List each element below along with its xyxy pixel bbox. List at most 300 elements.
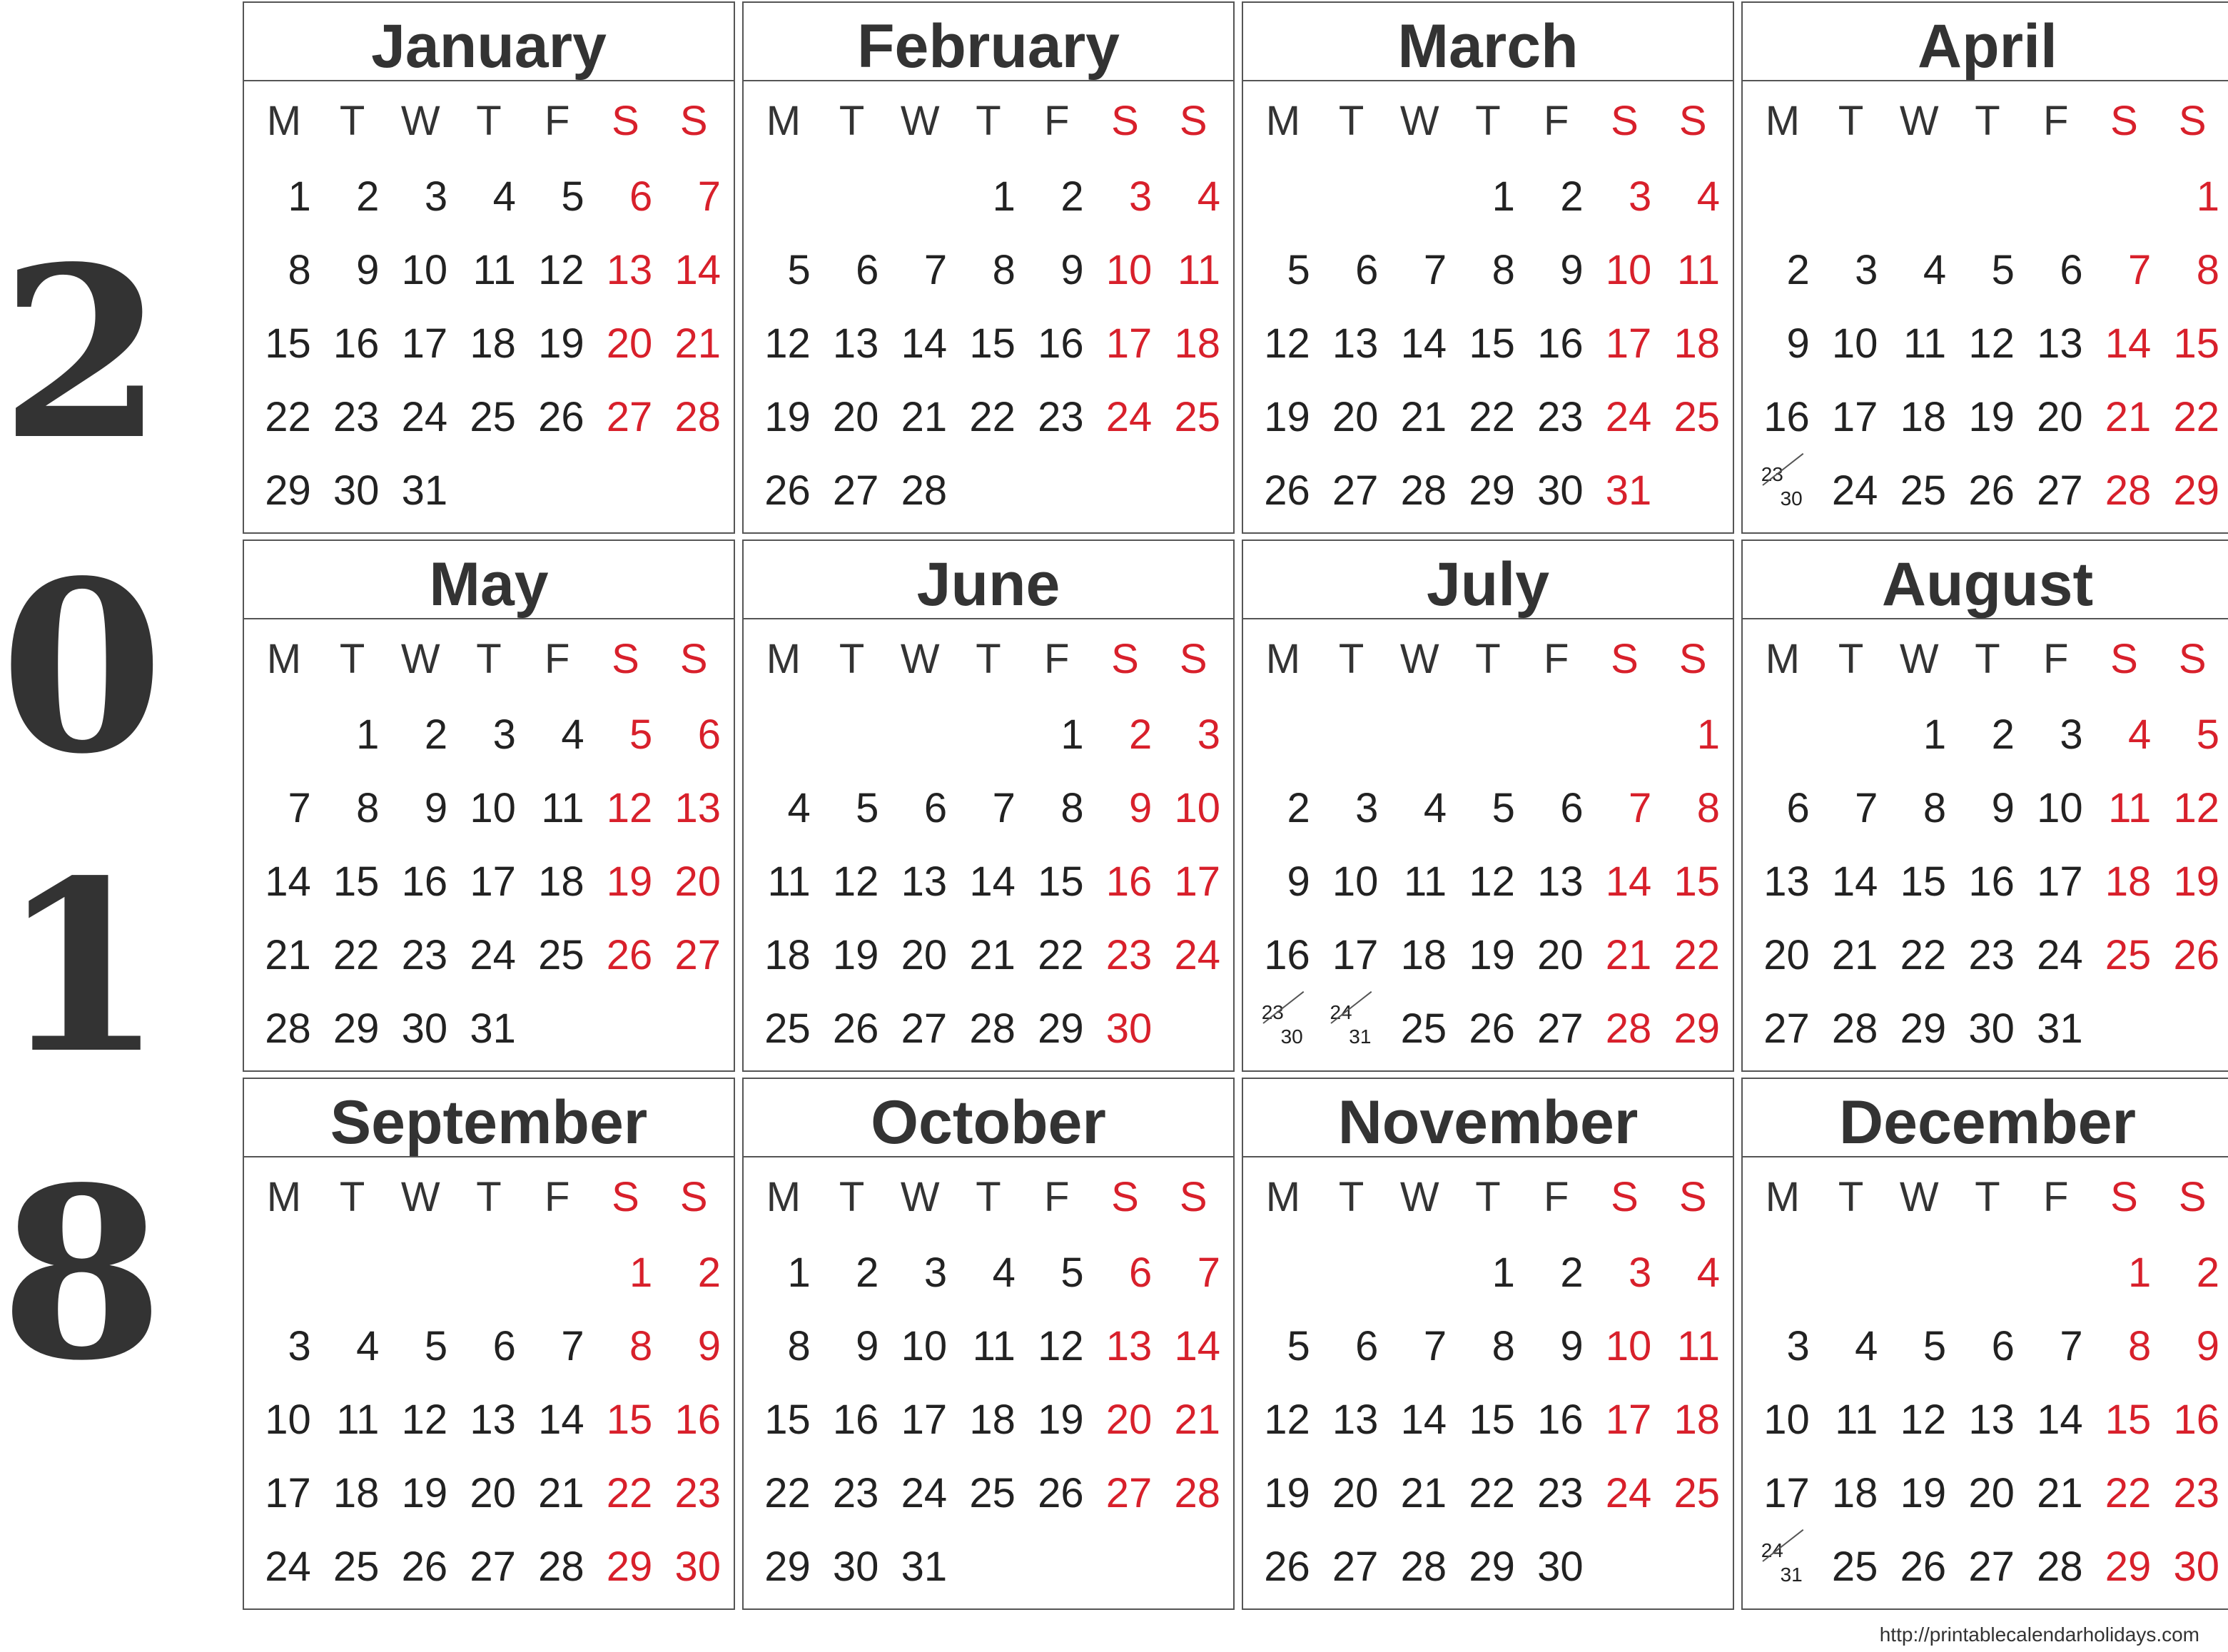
week-row [1748, 1309, 2227, 1383]
month-august [1741, 539, 2228, 1072]
day-cell: 18 [1673, 320, 1721, 367]
day-cell: 13 [1332, 1397, 1379, 1443]
day-cell: 28 [2105, 467, 2152, 514]
week-row [1249, 845, 1727, 918]
day-cell: 6 [697, 711, 721, 758]
day-cell: 13 [1763, 858, 1810, 905]
day-cell: 1 [629, 1250, 653, 1296]
week-row [749, 918, 1227, 992]
weekday-label: T [976, 1173, 1001, 1220]
day-cell: 31 [401, 467, 448, 514]
day-cell: 7 [1855, 785, 1878, 831]
day-cell: 9 [1786, 320, 1810, 367]
day-cell: 9 [1287, 858, 1310, 905]
weekday-label: T [976, 635, 1001, 682]
day-cell: 15 [764, 1397, 811, 1443]
day-cell: 6 [1355, 1323, 1379, 1369]
year-digit: 2 [0, 215, 164, 492]
day-cell: 10 [1605, 1323, 1652, 1369]
day-cell: 19 [401, 1470, 448, 1516]
week-row [749, 698, 1227, 771]
day-cell: 23 [1968, 932, 2015, 978]
week-row [250, 160, 728, 233]
day-cell: 17 [401, 320, 448, 367]
week-row [250, 918, 728, 992]
day-cell: 12 [401, 1397, 448, 1443]
day-cell: 20 [1105, 1397, 1153, 1443]
day-cell: 8 [629, 1323, 653, 1369]
day-cell: 23 [1537, 394, 1584, 440]
year-digit: 8 [0, 1135, 164, 1412]
day-cell: 2 [1129, 711, 1153, 758]
day-cell: 14 [969, 858, 1016, 905]
day-cell: 22 [969, 394, 1016, 440]
day-cell: 19 [764, 394, 811, 440]
day-cell: 14 [1605, 858, 1652, 905]
day-cell: 1 [2128, 1250, 2152, 1296]
day-cell: 27 [1332, 467, 1379, 514]
day-cell: 16 [1537, 320, 1584, 367]
day-cell: 20 [901, 932, 948, 978]
day-cell: 26 [1968, 467, 2015, 514]
week-row [250, 1236, 728, 1309]
day-cell: 21 [1174, 1397, 1221, 1443]
month-may [243, 539, 735, 1072]
day-cell: 19 [1264, 394, 1310, 440]
month-september [243, 1078, 735, 1610]
day-cell: 11 [541, 785, 584, 831]
month-title: September [244, 1079, 734, 1157]
day-cell: 12 [1968, 320, 2015, 367]
day-cell: 17 [1605, 320, 1652, 367]
day-cell: 10 [1605, 247, 1652, 293]
weekday-label: S [1111, 97, 1139, 144]
day-cell: 8 [2196, 247, 2220, 293]
day-cell: 10 [1763, 1397, 1810, 1443]
day-cell: 24 [265, 1544, 311, 1590]
day-cell: 15 [1900, 858, 1947, 905]
day-cell: 20 [1332, 1470, 1379, 1516]
day-cell: 25 [333, 1544, 380, 1590]
day-cell: 4 [1696, 173, 1721, 220]
day-cell: 7 [1423, 1323, 1447, 1369]
day-cell: 21 [265, 932, 311, 978]
weekday-label: S [1678, 1173, 1707, 1220]
day-cell: 25 [1900, 467, 1947, 514]
weekday-label: F [2043, 97, 2069, 144]
day-cell: 16 [674, 1397, 721, 1443]
day-cell: 12 [764, 320, 811, 367]
day-cell: 23 [333, 394, 380, 440]
day-cell: 2 [1991, 711, 2015, 758]
day-cell: 22 [1038, 932, 1084, 978]
day-cell: 26 [1469, 1005, 1515, 1052]
day-cell: 14 [1174, 1323, 1221, 1369]
day-cell: 9 [1991, 785, 2015, 831]
day-cell: 13 [470, 1397, 516, 1443]
day-cell: 25 [470, 394, 516, 440]
day-cell: 29 [1900, 1005, 1947, 1052]
day-cell: 26 [606, 932, 653, 978]
weekday-label: W [900, 635, 940, 682]
day-cell: 14 [1400, 1397, 1447, 1443]
weekday-label: T [1975, 635, 2000, 682]
day-cell: 6 [1129, 1250, 1153, 1296]
day-cell: 31 [2037, 1005, 2083, 1052]
day-cell: 14 [2105, 320, 2152, 367]
day-cell: 27 [674, 932, 721, 978]
day-cell: 23 [1038, 394, 1084, 440]
day-cell: 1 [288, 173, 311, 220]
weekday-label: S [1611, 1173, 1639, 1220]
day-cell: 24 [1174, 932, 1221, 978]
day-cell: 12 [1264, 320, 1310, 367]
week-row [1748, 233, 2227, 307]
weekday-label: S [1179, 1173, 1207, 1220]
weekday-label: F [545, 635, 570, 682]
day-cell: 5 [424, 1323, 448, 1369]
day-cell: 4 [561, 711, 584, 758]
day-cell: 7 [2128, 247, 2152, 293]
weekday-label: S [612, 1173, 639, 1220]
day-cell: 26 [401, 1544, 448, 1590]
day-cell: 26 [764, 467, 811, 514]
weekday-label: M [1265, 97, 1301, 144]
day-cell: 17 [265, 1470, 311, 1516]
day-cell: 19 [832, 932, 879, 978]
weekday-label: F [1544, 97, 1569, 144]
day-cell: 28 [969, 1005, 1016, 1052]
day-cell: 5 [1287, 247, 1310, 293]
day-cell: 3 [1855, 247, 1878, 293]
day-cell: 22 [2173, 394, 2220, 440]
weekday-label: M [766, 1173, 801, 1220]
day-cell: 20 [2037, 394, 2083, 440]
week-row [1249, 1383, 1727, 1456]
day-cell: 29 [764, 1544, 811, 1590]
day-cell: 27 [1105, 1470, 1153, 1516]
day-cell: 15 [2105, 1397, 2152, 1443]
week-row [749, 233, 1227, 307]
day-cell: 23 [401, 932, 448, 978]
week-row [749, 1530, 1227, 1603]
weekday-label: S [1179, 97, 1207, 144]
weekday-label: T [839, 635, 865, 682]
week-row [749, 1236, 1227, 1309]
day-cell: 6 [1560, 785, 1584, 831]
day-cell: 11 [472, 247, 516, 293]
day-cell: 1 [787, 1250, 811, 1296]
day-cell: 11 [1676, 1323, 1721, 1369]
day-cell: 4 [1423, 785, 1447, 831]
day-cell: 24 31 [1748, 1539, 1817, 1595]
day-cell: 16 [1264, 932, 1310, 978]
day-cell: 28 [1605, 1005, 1652, 1052]
day-cell: 6 [1355, 247, 1379, 293]
day-cell: 20 [832, 394, 879, 440]
day-cell: 15 [969, 320, 1016, 367]
weekday-label: S [1179, 635, 1207, 682]
weekday-label: T [839, 97, 865, 144]
day-cell: 9 [697, 1323, 721, 1369]
day-cell: 5 [1492, 785, 1515, 831]
day-cell: 31 [470, 1005, 516, 1052]
day-cell: 29 [2173, 467, 2220, 514]
day-cell: 15 [1038, 858, 1084, 905]
weekday-label: T [1975, 1173, 2000, 1220]
week-row [1748, 1456, 2227, 1530]
day-cell: 5 [787, 247, 811, 293]
day-cell: 9 [356, 247, 380, 293]
day-cell: 19 [538, 320, 584, 367]
weekday-label: T [839, 1173, 865, 1220]
day-cell: 8 [2128, 1323, 2152, 1369]
weekday-label: F [2043, 635, 2069, 682]
day-cell: 30 [1968, 1005, 2015, 1052]
week-row [1748, 380, 2227, 454]
day-cell: 27 [606, 394, 653, 440]
day-cell: 7 [1629, 785, 1652, 831]
day-cell: 9 [856, 1323, 879, 1369]
day-cell: 1 [1696, 711, 1721, 758]
day-cell: 3 [288, 1323, 311, 1369]
day-cell: 18 [2105, 858, 2152, 905]
weekday-label: S [2178, 97, 2207, 144]
day-cell: 22 [1469, 1470, 1515, 1516]
day-cell: 19 [1264, 1470, 1310, 1516]
week-row [749, 771, 1227, 845]
weekday-label: W [1899, 97, 1939, 144]
day-cell: 3 [1129, 173, 1153, 220]
day-cell: 11 [1676, 247, 1721, 293]
weekday-label: F [1544, 635, 1569, 682]
weekday-header [744, 1157, 1233, 1236]
weekday-label: M [766, 97, 801, 144]
weekday-label: S [1678, 635, 1707, 682]
weekday-label: F [545, 97, 570, 144]
month-title: May [244, 541, 734, 619]
day-cell: 26 [1264, 1544, 1310, 1590]
weekday-header [244, 619, 734, 698]
day-cell: 29 [1469, 1544, 1515, 1590]
day-cell: 24 31 [1317, 1001, 1386, 1057]
day-cell: 25 [1174, 394, 1221, 440]
source-url: http://printablecalendarholidays.com [1879, 1623, 2199, 1646]
day-cell: 23 30 [1748, 463, 1817, 519]
week-row [1249, 380, 1727, 454]
day-cell: 4 [1197, 173, 1221, 220]
day-cell: 10 [1105, 247, 1153, 293]
day-cell: 14 [265, 858, 311, 905]
day-cell: 16 [1537, 1397, 1584, 1443]
month-march [1242, 1, 1734, 534]
weekday-label: S [1111, 1173, 1139, 1220]
day-cell: 2 [697, 1250, 721, 1296]
week-row [250, 1456, 728, 1530]
day-cell: 18 [1400, 932, 1447, 978]
day-cell: 23 [674, 1470, 721, 1516]
day-cell: 20 [1537, 932, 1584, 978]
day-cell: 3 [1355, 785, 1379, 831]
month-title: March [1243, 3, 1733, 81]
month-title: January [244, 3, 734, 81]
day-cell: 29 [1038, 1005, 1084, 1052]
day-cell: 28 [1400, 1544, 1447, 1590]
day-cell: 16 [333, 320, 380, 367]
day-cell: 7 [1197, 1250, 1221, 1296]
day-cell: 17 [1605, 1397, 1652, 1443]
day-cell: 25 [538, 932, 584, 978]
day-cell: 19 [2173, 858, 2220, 905]
day-cell: 13 [901, 858, 948, 905]
day-cell: 22 [2105, 1470, 2152, 1516]
day-cell: 10 [265, 1397, 311, 1443]
weekday-label: T [339, 1173, 365, 1220]
day-cell: 2 [1786, 247, 1810, 293]
day-cell: 3 [2060, 711, 2083, 758]
day-cell: 25 [1400, 1005, 1447, 1052]
weekday-header [1243, 81, 1733, 160]
week-row [1748, 307, 2227, 380]
day-cell: 11 [972, 1323, 1016, 1369]
weekday-label: F [1044, 635, 1070, 682]
weekday-label: W [1899, 1173, 1939, 1220]
day-cell: 28 [1831, 1005, 1878, 1052]
day-cell: 24 [2037, 932, 2083, 978]
day-cell: 18 [1174, 320, 1221, 367]
day-cell: 28 [265, 1005, 311, 1052]
day-cell: 9 [424, 785, 448, 831]
day-cell: 11 [336, 1397, 380, 1443]
day-cell: 3 [1629, 1250, 1652, 1296]
weekday-label: T [1338, 635, 1364, 682]
weekday-label: T [339, 97, 365, 144]
weekday-label: T [976, 97, 1001, 144]
month-december [1741, 1078, 2228, 1610]
day-cell: 17 [901, 1397, 948, 1443]
week-row [250, 992, 728, 1065]
day-cell: 26 [1264, 467, 1310, 514]
day-cell: 17 [2037, 858, 2083, 905]
day-cell: 24 [401, 394, 448, 440]
day-cell: 19 [606, 858, 653, 905]
day-cell: 6 [2060, 247, 2083, 293]
day-cell: 26 [2173, 932, 2220, 978]
week-row [1249, 160, 1727, 233]
weekday-label: T [1475, 1173, 1501, 1220]
day-cell: 31 [1605, 467, 1652, 514]
day-cell: 1 [992, 173, 1016, 220]
day-cell: 26 [1900, 1544, 1947, 1590]
day-cell: 28 [674, 394, 721, 440]
week-row [1249, 698, 1727, 771]
weekday-label: S [612, 97, 639, 144]
day-cell: 16 [832, 1397, 879, 1443]
week-row [250, 1383, 728, 1456]
day-cell: 2 [356, 173, 380, 220]
day-cell: 20 [606, 320, 653, 367]
day-cell: 8 [1492, 1323, 1515, 1369]
day-cell: 17 [470, 858, 516, 905]
weekday-label: F [1544, 1173, 1569, 1220]
day-cell: 10 [401, 247, 448, 293]
day-cell: 27 [1968, 1544, 2015, 1590]
day-cell: 9 [1560, 247, 1584, 293]
weekday-label: S [679, 635, 708, 682]
day-cell: 30 [1537, 467, 1584, 514]
week-row [250, 454, 728, 527]
day-cell: 10 [1174, 785, 1221, 831]
day-cell: 15 [1673, 858, 1721, 905]
week-row [1249, 1236, 1727, 1309]
weekday-label: S [1678, 97, 1707, 144]
week-row [749, 1383, 1227, 1456]
week-row [749, 1309, 1227, 1383]
week-row [250, 698, 728, 771]
month-april [1741, 1, 2228, 534]
day-cell: 7 [288, 785, 311, 831]
day-cell: 18 [538, 858, 584, 905]
day-cell: 28 [1400, 467, 1447, 514]
day-cell: 22 [764, 1470, 811, 1516]
day-cell: 8 [356, 785, 380, 831]
day-cell: 7 [923, 247, 948, 293]
month-february [742, 1, 1235, 534]
day-cell: 21 [2037, 1470, 2083, 1516]
week-row [250, 233, 728, 307]
week-row [749, 160, 1227, 233]
day-cell: 22 [1469, 394, 1515, 440]
day-cell: 25 [969, 1470, 1016, 1516]
week-row [250, 307, 728, 380]
day-cell: 4 [787, 785, 811, 831]
week-row [1249, 992, 1727, 1065]
week-row [250, 771, 728, 845]
day-cell: 12 [606, 785, 653, 831]
day-cell: 21 [1400, 394, 1447, 440]
weekday-header [744, 81, 1233, 160]
weekday-label: T [339, 635, 365, 682]
week-row [749, 845, 1227, 918]
day-cell: 27 [470, 1544, 516, 1590]
day-cell: 8 [992, 247, 1016, 293]
day-cell: 16 [1105, 858, 1153, 905]
day-cell: 25 [2105, 932, 2152, 978]
day-cell: 19 [1968, 394, 2015, 440]
day-cell: 1 [2196, 173, 2220, 220]
day-cell: 29 [1469, 467, 1515, 514]
day-cell: 11 [1903, 320, 1947, 367]
week-row [1748, 771, 2227, 845]
day-cell: 16 [1038, 320, 1084, 367]
weekday-label: W [900, 97, 940, 144]
week-row [1249, 918, 1727, 992]
day-cell: 21 [969, 932, 1016, 978]
day-cell: 29 [606, 1544, 653, 1590]
day-cell: 6 [856, 247, 879, 293]
week-row [1748, 1236, 2227, 1309]
day-cell: 21 [901, 394, 948, 440]
day-cell: 2 [1287, 785, 1310, 831]
weekday-label: S [2178, 635, 2207, 682]
day-cell: 17 [1174, 858, 1221, 905]
day-cell: 11 [2108, 785, 2152, 831]
day-cell: 6 [629, 173, 653, 220]
day-cell: 30 [333, 467, 380, 514]
week-row [749, 992, 1227, 1065]
day-cell: 11 [1177, 247, 1221, 293]
day-cell: 24 [1605, 394, 1652, 440]
